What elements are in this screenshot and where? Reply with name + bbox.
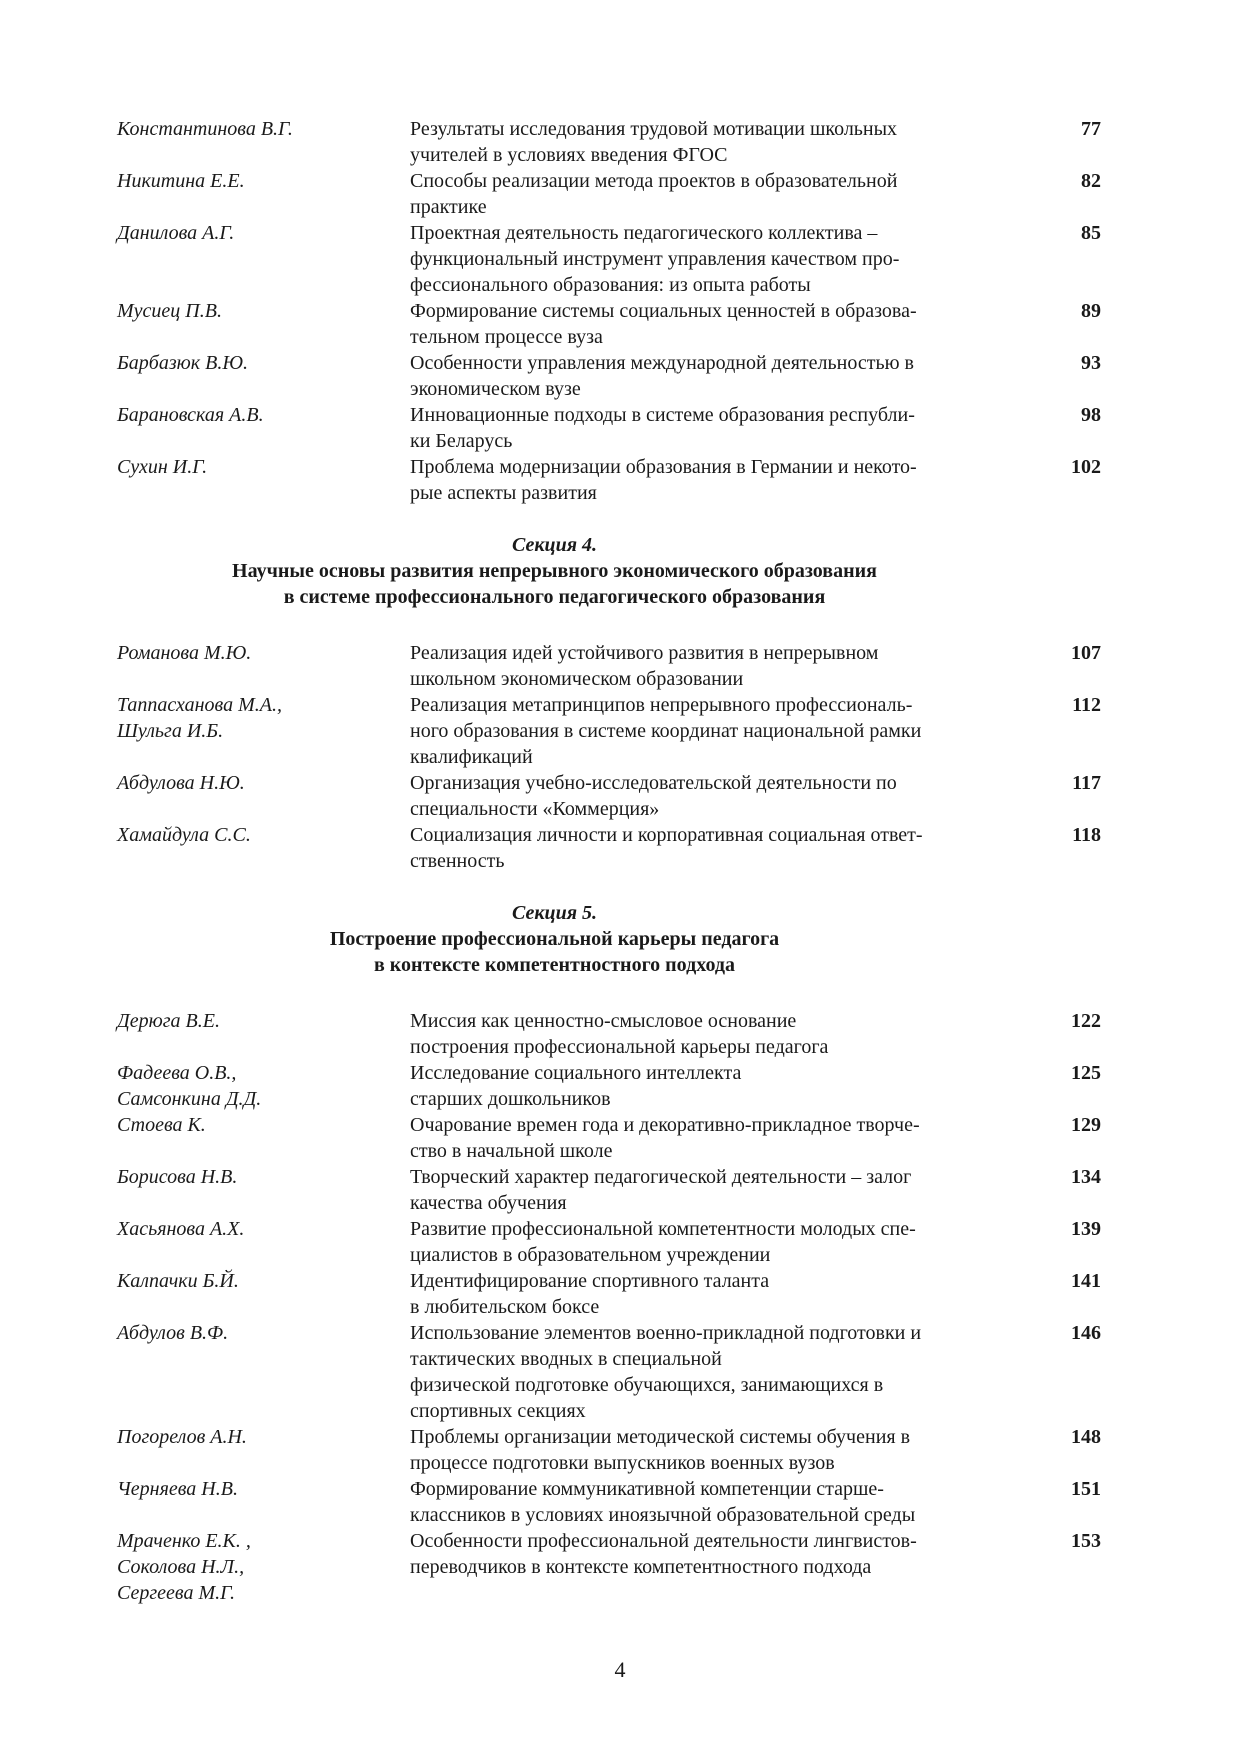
entry-title: [410, 220, 1010, 298]
entry-page-number: 153: [1071, 1530, 1101, 1552]
title-line: Проектная деятельность педагогического коллектива –: [410, 222, 878, 244]
entry-page-number: 89: [1081, 300, 1101, 322]
entry-authors: [117, 1268, 410, 1294]
section-5-label: Секция 5.: [511, 902, 598, 924]
entry-title: [410, 116, 1010, 168]
title-line: Творческий характер педагогической деятельности – залог: [410, 1166, 912, 1188]
author-name: Абдулова Н.Ю.: [117, 772, 245, 794]
title-line: классников в условиях иноязычной образовательной среды: [410, 1504, 916, 1526]
section-4-entries: [117, 640, 1107, 874]
author-name: Мусиец П.В.: [117, 300, 222, 322]
author-name: Погорелов А.Н.: [117, 1426, 247, 1448]
entry-authors: [117, 168, 410, 194]
toc-top-entries: [117, 116, 1107, 506]
title-line: Миссия как ценностно-смысловое основание: [410, 1010, 797, 1032]
entry-authors: [117, 1008, 410, 1034]
author-name: Барановская А.В.: [117, 404, 264, 426]
entry-title: [410, 822, 1010, 874]
author-name: Сухин И.Г.: [117, 456, 208, 478]
title-line: переводчиков в контексте компетентностного подхода: [410, 1556, 872, 1578]
entry-page-number: 125: [1071, 1062, 1101, 1084]
title-line: квалификаций: [410, 746, 533, 768]
entry-authors: [117, 1216, 410, 1242]
toc-entry: [117, 350, 1107, 402]
entry-authors: [117, 692, 410, 744]
toc-entry: [117, 770, 1107, 822]
author-name: Мраченко Е.К. ,: [117, 1530, 251, 1552]
entry-authors: [117, 1164, 410, 1190]
toc-entry: [117, 402, 1107, 454]
toc-entry: [117, 1060, 1107, 1112]
title-line: ственность: [410, 850, 505, 872]
entry-authors: [117, 402, 410, 428]
entry-page-number: 146: [1071, 1322, 1101, 1344]
entry-authors: [117, 220, 410, 246]
table-of-contents: [117, 116, 1107, 1606]
title-line: Формирование коммуникативной компетенции старше-: [410, 1478, 884, 1500]
entry-authors: [117, 1424, 410, 1450]
entry-authors: [117, 640, 410, 666]
author-name: Самсонкина Д.Д.: [117, 1088, 262, 1110]
toc-entry: [117, 1476, 1107, 1528]
title-line: Способы реализации метода проектов в образовательной: [410, 170, 898, 192]
toc-entry: [117, 1112, 1107, 1164]
entry-title: [410, 1268, 1010, 1320]
entry-title: [410, 1476, 1010, 1528]
entry-title: [410, 692, 1010, 770]
author-name: Соколова Н.Л.,: [117, 1556, 245, 1578]
title-line: специальности «Коммерция»: [410, 798, 660, 820]
entry-title: [410, 350, 1010, 402]
entry-page-number: 102: [1071, 456, 1101, 478]
entry-authors: [117, 822, 410, 848]
title-line: экономическом вузе: [410, 378, 581, 400]
entry-authors: [117, 298, 410, 324]
entry-title: [410, 168, 1010, 220]
author-name: Шульга И.Б.: [117, 720, 224, 742]
title-line: Формирование системы социальных ценностей в образова-: [410, 300, 917, 322]
section-4-label: Секция 4.: [511, 534, 598, 556]
title-line: процессе подготовки выпускников военных вузов: [410, 1452, 835, 1474]
entry-title: [410, 1164, 1010, 1216]
toc-entry: [117, 1216, 1107, 1268]
title-line: школьном экономическом образовании: [410, 668, 744, 690]
entry-authors: [117, 1060, 410, 1112]
entry-title: [410, 1216, 1010, 1268]
section-5-heading: [117, 900, 992, 978]
entry-title: [410, 402, 1010, 454]
entry-page-number: 98: [1081, 404, 1101, 426]
title-line: Проблемы организации методической системы обучения в: [410, 1426, 911, 1448]
entry-page-number: 77: [1081, 118, 1101, 140]
page-number: 4: [614, 1657, 626, 1682]
entry-page-number: 117: [1072, 772, 1101, 794]
author-name: Барбазюк В.Ю.: [117, 352, 248, 374]
toc-entry: [117, 692, 1107, 770]
entry-page-number: 118: [1072, 824, 1101, 846]
toc-entry: [117, 822, 1107, 874]
title-line: Организация учебно-исследовательской деятельности по: [410, 772, 897, 794]
entry-authors: [117, 1112, 410, 1138]
author-name: Калпачки Б.Й.: [117, 1270, 239, 1292]
entry-authors: [117, 1476, 410, 1502]
title-line: Развитие профессиональной компетентности молодых спе-: [410, 1218, 916, 1240]
entry-title: [410, 1112, 1010, 1164]
title-line: физической подготовке обучающихся, занимающихся в: [410, 1374, 884, 1396]
entry-authors: [117, 1528, 410, 1606]
author-name: Борисова Н.В.: [117, 1166, 238, 1188]
title-line: Проблема модернизации образования в Германии и некото-: [410, 456, 917, 478]
author-name: Данилова А.Г.: [117, 222, 235, 244]
entry-page-number: 148: [1071, 1426, 1101, 1448]
entry-page-number: 82: [1081, 170, 1101, 192]
toc-entry: [117, 168, 1107, 220]
section-5-entries: [117, 1008, 1107, 1606]
author-name: Дерюга В.Е.: [117, 1010, 220, 1032]
entry-authors: [117, 1320, 410, 1346]
author-name: Стоева К.: [117, 1114, 206, 1136]
entry-title: [410, 298, 1010, 350]
entry-title: [410, 640, 1010, 692]
author-name: Черняева Н.В.: [117, 1478, 238, 1500]
title-line: ного образования в системе координат национальной рамки: [410, 720, 922, 742]
title-line: циалистов в образовательном учреждении: [410, 1244, 771, 1266]
entry-title: [410, 1008, 1010, 1060]
entry-title: [410, 1424, 1010, 1476]
entry-page-number: 107: [1071, 642, 1101, 664]
section-5-title-line-1: Построение профессиональной карьеры педагога: [329, 928, 780, 950]
title-line: ки Беларусь: [410, 430, 513, 452]
title-line: Реализация метапринципов непрерывного профессиональ-: [410, 694, 913, 716]
author-name: Хамайдула С.С.: [117, 824, 251, 846]
title-line: ство в начальной школе: [410, 1140, 613, 1162]
section-4-title-line-1: Научные основы развития непрерывного экономического образования: [232, 560, 877, 582]
toc-entry: [117, 1424, 1107, 1476]
entry-title: [410, 1320, 1010, 1424]
title-line: старших дошкольников: [410, 1088, 611, 1110]
title-line: Использование элементов военно-прикладной подготовки и: [410, 1322, 922, 1344]
author-name: Хасьянова А.Х.: [117, 1218, 245, 1240]
author-name: Сергеева М.Г.: [117, 1582, 235, 1604]
author-name: Таппасханова М.А.,: [117, 694, 282, 716]
author-name: Абдулов В.Ф.: [117, 1322, 229, 1344]
entry-title: [410, 1528, 1010, 1580]
toc-entry: [117, 1008, 1107, 1060]
title-line: в любительском боксе: [410, 1296, 600, 1318]
author-name: Константинова В.Г.: [117, 118, 293, 140]
title-line: Инновационные подходы в системе образования республи-: [410, 404, 915, 426]
title-line: рые аспекты развития: [410, 482, 597, 504]
title-line: Исследование социального интеллекта: [410, 1062, 742, 1084]
entry-page-number: 134: [1071, 1166, 1101, 1188]
toc-entry: [117, 116, 1107, 168]
title-line: Реализация идей устойчивого развития в непрерывном: [410, 642, 879, 664]
entry-title: [410, 1060, 1010, 1112]
entry-page-number: 122: [1071, 1010, 1101, 1032]
title-line: Очарование времен года и декоративно-прикладное творче-: [410, 1114, 920, 1136]
entry-title: [410, 770, 1010, 822]
title-line: функциональный инструмент управления качеством про-: [410, 248, 900, 270]
toc-entry: [117, 454, 1107, 506]
author-name: Романова М.Ю.: [117, 642, 252, 664]
title-line: тактических вводных в специальной: [410, 1348, 722, 1370]
entry-page-number: 112: [1072, 694, 1101, 716]
entry-page-number: 85: [1081, 222, 1101, 244]
entry-authors: [117, 454, 410, 480]
title-line: тельном процессе вуза: [410, 326, 603, 348]
entry-title: [410, 454, 1010, 506]
author-name: Фадеева О.В.,: [117, 1062, 237, 1084]
author-name: Никитина Е.Е.: [117, 170, 245, 192]
section-5-title-line-2: в контексте компетентностного подхода: [373, 954, 735, 976]
toc-entry: [117, 298, 1107, 350]
title-line: практике: [410, 196, 487, 218]
title-line: Результаты исследования трудовой мотивации школьных: [410, 118, 898, 140]
title-line: Особенности профессиональной деятельности лингвистов-: [410, 1530, 917, 1552]
entry-authors: [117, 116, 410, 142]
entry-authors: [117, 350, 410, 376]
entry-page-number: 151: [1071, 1478, 1101, 1500]
title-line: фессионального образования: из опыта работы: [410, 274, 811, 296]
title-line: Особенности управления международной деятельностью в: [410, 352, 914, 374]
toc-entry: [117, 1528, 1107, 1606]
title-line: Социализация личности и корпоративная социальная ответ-: [410, 824, 923, 846]
section-4-heading: [117, 532, 992, 610]
toc-entry: [117, 220, 1107, 298]
entry-page-number: 139: [1071, 1218, 1101, 1240]
entry-authors: [117, 770, 410, 796]
entry-page-number: 141: [1071, 1270, 1101, 1292]
title-line: спортивных секциях: [410, 1400, 586, 1422]
toc-entry: [117, 1320, 1107, 1424]
section-4-title-line-2: в системе профессионального педагогического образования: [283, 586, 826, 608]
toc-entry: [117, 640, 1107, 692]
title-line: качества обучения: [410, 1192, 567, 1214]
title-line: построения профессиональной карьеры педагога: [410, 1036, 829, 1058]
toc-entry: [117, 1164, 1107, 1216]
title-line: учителей в условиях введения ФГОС: [410, 144, 728, 166]
title-line: Идентифицирование спортивного таланта: [410, 1270, 770, 1292]
toc-entry: [117, 1268, 1107, 1320]
entry-page-number: 129: [1071, 1114, 1101, 1136]
entry-page-number: 93: [1081, 352, 1101, 374]
